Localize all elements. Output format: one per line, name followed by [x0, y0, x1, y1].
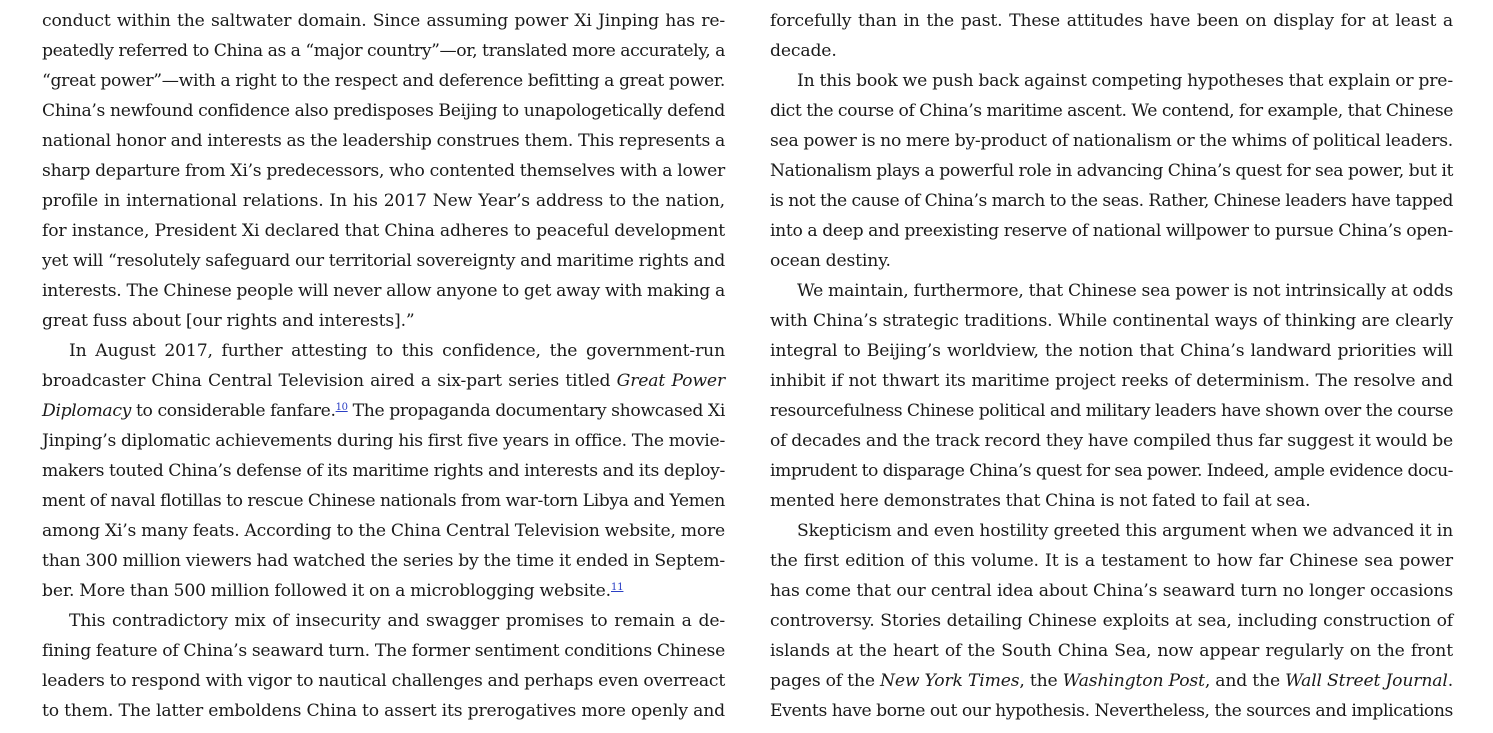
- text-run: ber. More than 500 million followed it on a microblogging website.: [42, 581, 611, 601]
- text-line-paragraph-start: We maintain, furthermore, that Chinese sea power is not intrinsically at odds: [797, 281, 1453, 301]
- left-column: [42, 6, 725, 726]
- text-line: into a deep and preexisting reserve of national willpower to pursue China’s open-: [770, 221, 1453, 241]
- text-run: The propaganda documentary showcased Xi: [347, 401, 725, 421]
- text-line: islands at the heart of the South China Sea, now appear regularly on the front: [770, 641, 1453, 661]
- text-line: [42, 366, 725, 396]
- publication-title-wapo: Washington Post: [1062, 671, 1205, 691]
- text-line: forcefully than in the past. These attitudes have been on display for at least a: [770, 11, 1453, 31]
- text-line: imprudent to disparage China’s quest for sea power. Indeed, ample evidence docu-: [770, 461, 1453, 481]
- text-line: dict the course of China’s maritime ascent. We contend, for example, that Chinese: [770, 101, 1453, 121]
- text-line: national honor and interests as the leadership construes them. This represents a: [42, 131, 725, 151]
- text-line: Jinping’s diplomatic achievements during his first five years in office. The movie-: [42, 431, 725, 451]
- text-line-paragraph-start: In August 2017, further attesting to this confidence, the government-run: [69, 341, 725, 361]
- text-line: of decades and the track record they have compiled thus far suggest it would be: [770, 431, 1453, 451]
- text-run: pages of the: [770, 671, 880, 691]
- text-line: sharp departure from Xi’s predecessors, who contented themselves with a lower: [42, 161, 725, 181]
- text-line: decade.: [770, 41, 837, 61]
- text-line: is not the cause of China’s march to the seas. Rather, Chinese leaders have tapped: [770, 191, 1453, 211]
- text-line: ocean destiny.: [770, 251, 891, 271]
- book-title-great-power-diplomacy: Great Power: [616, 371, 726, 391]
- text-line: controversy. Stories detailing Chinese exploits at sea, including construction of: [770, 611, 1453, 631]
- publication-title-wsj: Wall Street Journal: [1285, 671, 1448, 691]
- text-line: peatedly referred to China as a “major country”—or, translated more accurately, a: [42, 41, 725, 61]
- text-line: sea power is no mere by-product of nationalism or the whims of political leaders.: [770, 131, 1453, 151]
- text-line: “great power”—with a right to the respect and deference befitting a great power.: [42, 71, 725, 91]
- text-line: with China’s strategic traditions. While continental ways of thinking are clearly: [770, 311, 1453, 331]
- text-line: conduct within the saltwater domain. Since assuming power Xi Jinping has re-: [42, 11, 725, 31]
- book-title-great-power-diplomacy-cont: Diplomacy: [42, 401, 132, 421]
- text-line: ment of naval flotillas to rescue Chinese nationals from war-torn Libya and Yemen: [42, 491, 725, 511]
- text-run: to considerable fanfare.: [131, 401, 336, 421]
- text-line: China’s newfound confidence also predisposes Beijing to unapologetically defend: [42, 101, 725, 121]
- text-line-paragraph-start: Skepticism and even hostility greeted this argument when we advanced it in: [797, 521, 1453, 541]
- text-line: for instance, President Xi declared that China adheres to peaceful development: [42, 221, 725, 241]
- text-line: integral to Beijing’s worldview, the notion that China’s landward priorities will: [770, 341, 1453, 361]
- text-line: [770, 666, 1453, 696]
- text-line: the first edition of this volume. It is a testament to how far Chinese sea power: [770, 551, 1453, 571]
- text-line: leaders to respond with vigor to nautical challenges and perhaps even overreact: [42, 671, 725, 691]
- text-line: profile in international relations. In his 2017 New Year’s address to the nation,: [42, 191, 725, 211]
- text-line: fining feature of China’s seaward turn. The former sentiment conditions Chinese: [42, 641, 725, 661]
- text-line-paragraph-start: In this book we push back against competing hypotheses that explain or pre-: [797, 71, 1453, 91]
- text-run: , and the: [1204, 671, 1286, 691]
- publication-title-nyt: New York Times: [879, 671, 1020, 691]
- text-line: inhibit if not thwart its maritime project reeks of determinism. The resolve and: [770, 371, 1453, 391]
- text-line: among Xi’s many feats. According to the China Central Television website, more: [42, 521, 725, 541]
- text-line: to them. The latter emboldens China to assert its prerogatives more openly and: [42, 701, 725, 721]
- text-line: great fuss about [our rights and interests].”: [42, 311, 415, 331]
- text-run: .: [1447, 671, 1454, 691]
- footnote-link-11[interactable]: 11: [611, 582, 624, 593]
- text-line: resourcefulness Chinese political and military leaders have shown over the course: [770, 401, 1453, 421]
- text-line: interests. The Chinese people will never allow anyone to get away with making a: [42, 281, 725, 301]
- text-run: broadcaster China Central Television aired a six-part series titled: [42, 371, 617, 391]
- text-run: , the: [1019, 671, 1063, 691]
- text-line: than 300 million viewers had watched the series by the time it ended in Septem-: [42, 551, 725, 571]
- text-line: has come that our central idea about China’s seaward turn no longer occasions: [770, 581, 1453, 601]
- text-line: [42, 396, 725, 426]
- text-line-paragraph-start: This contradictory mix of insecurity and swagger promises to remain a de-: [69, 611, 725, 631]
- text-line: [42, 576, 725, 606]
- footnote-link-10[interactable]: 10: [335, 402, 348, 413]
- text-line: mented here demonstrates that China is not fated to fail at sea.: [770, 491, 1311, 511]
- text-line: Nationalism plays a powerful role in advancing China’s quest for sea power, but it: [770, 161, 1453, 181]
- text-line: makers touted China’s defense of its maritime rights and interests and its deploy-: [42, 461, 725, 481]
- text-line: yet will “resolutely safeguard our territorial sovereignty and maritime rights and: [42, 251, 725, 271]
- right-column: [770, 6, 1453, 726]
- text-line: Events have borne out our hypothesis. Nevertheless, the sources and implications: [770, 701, 1453, 721]
